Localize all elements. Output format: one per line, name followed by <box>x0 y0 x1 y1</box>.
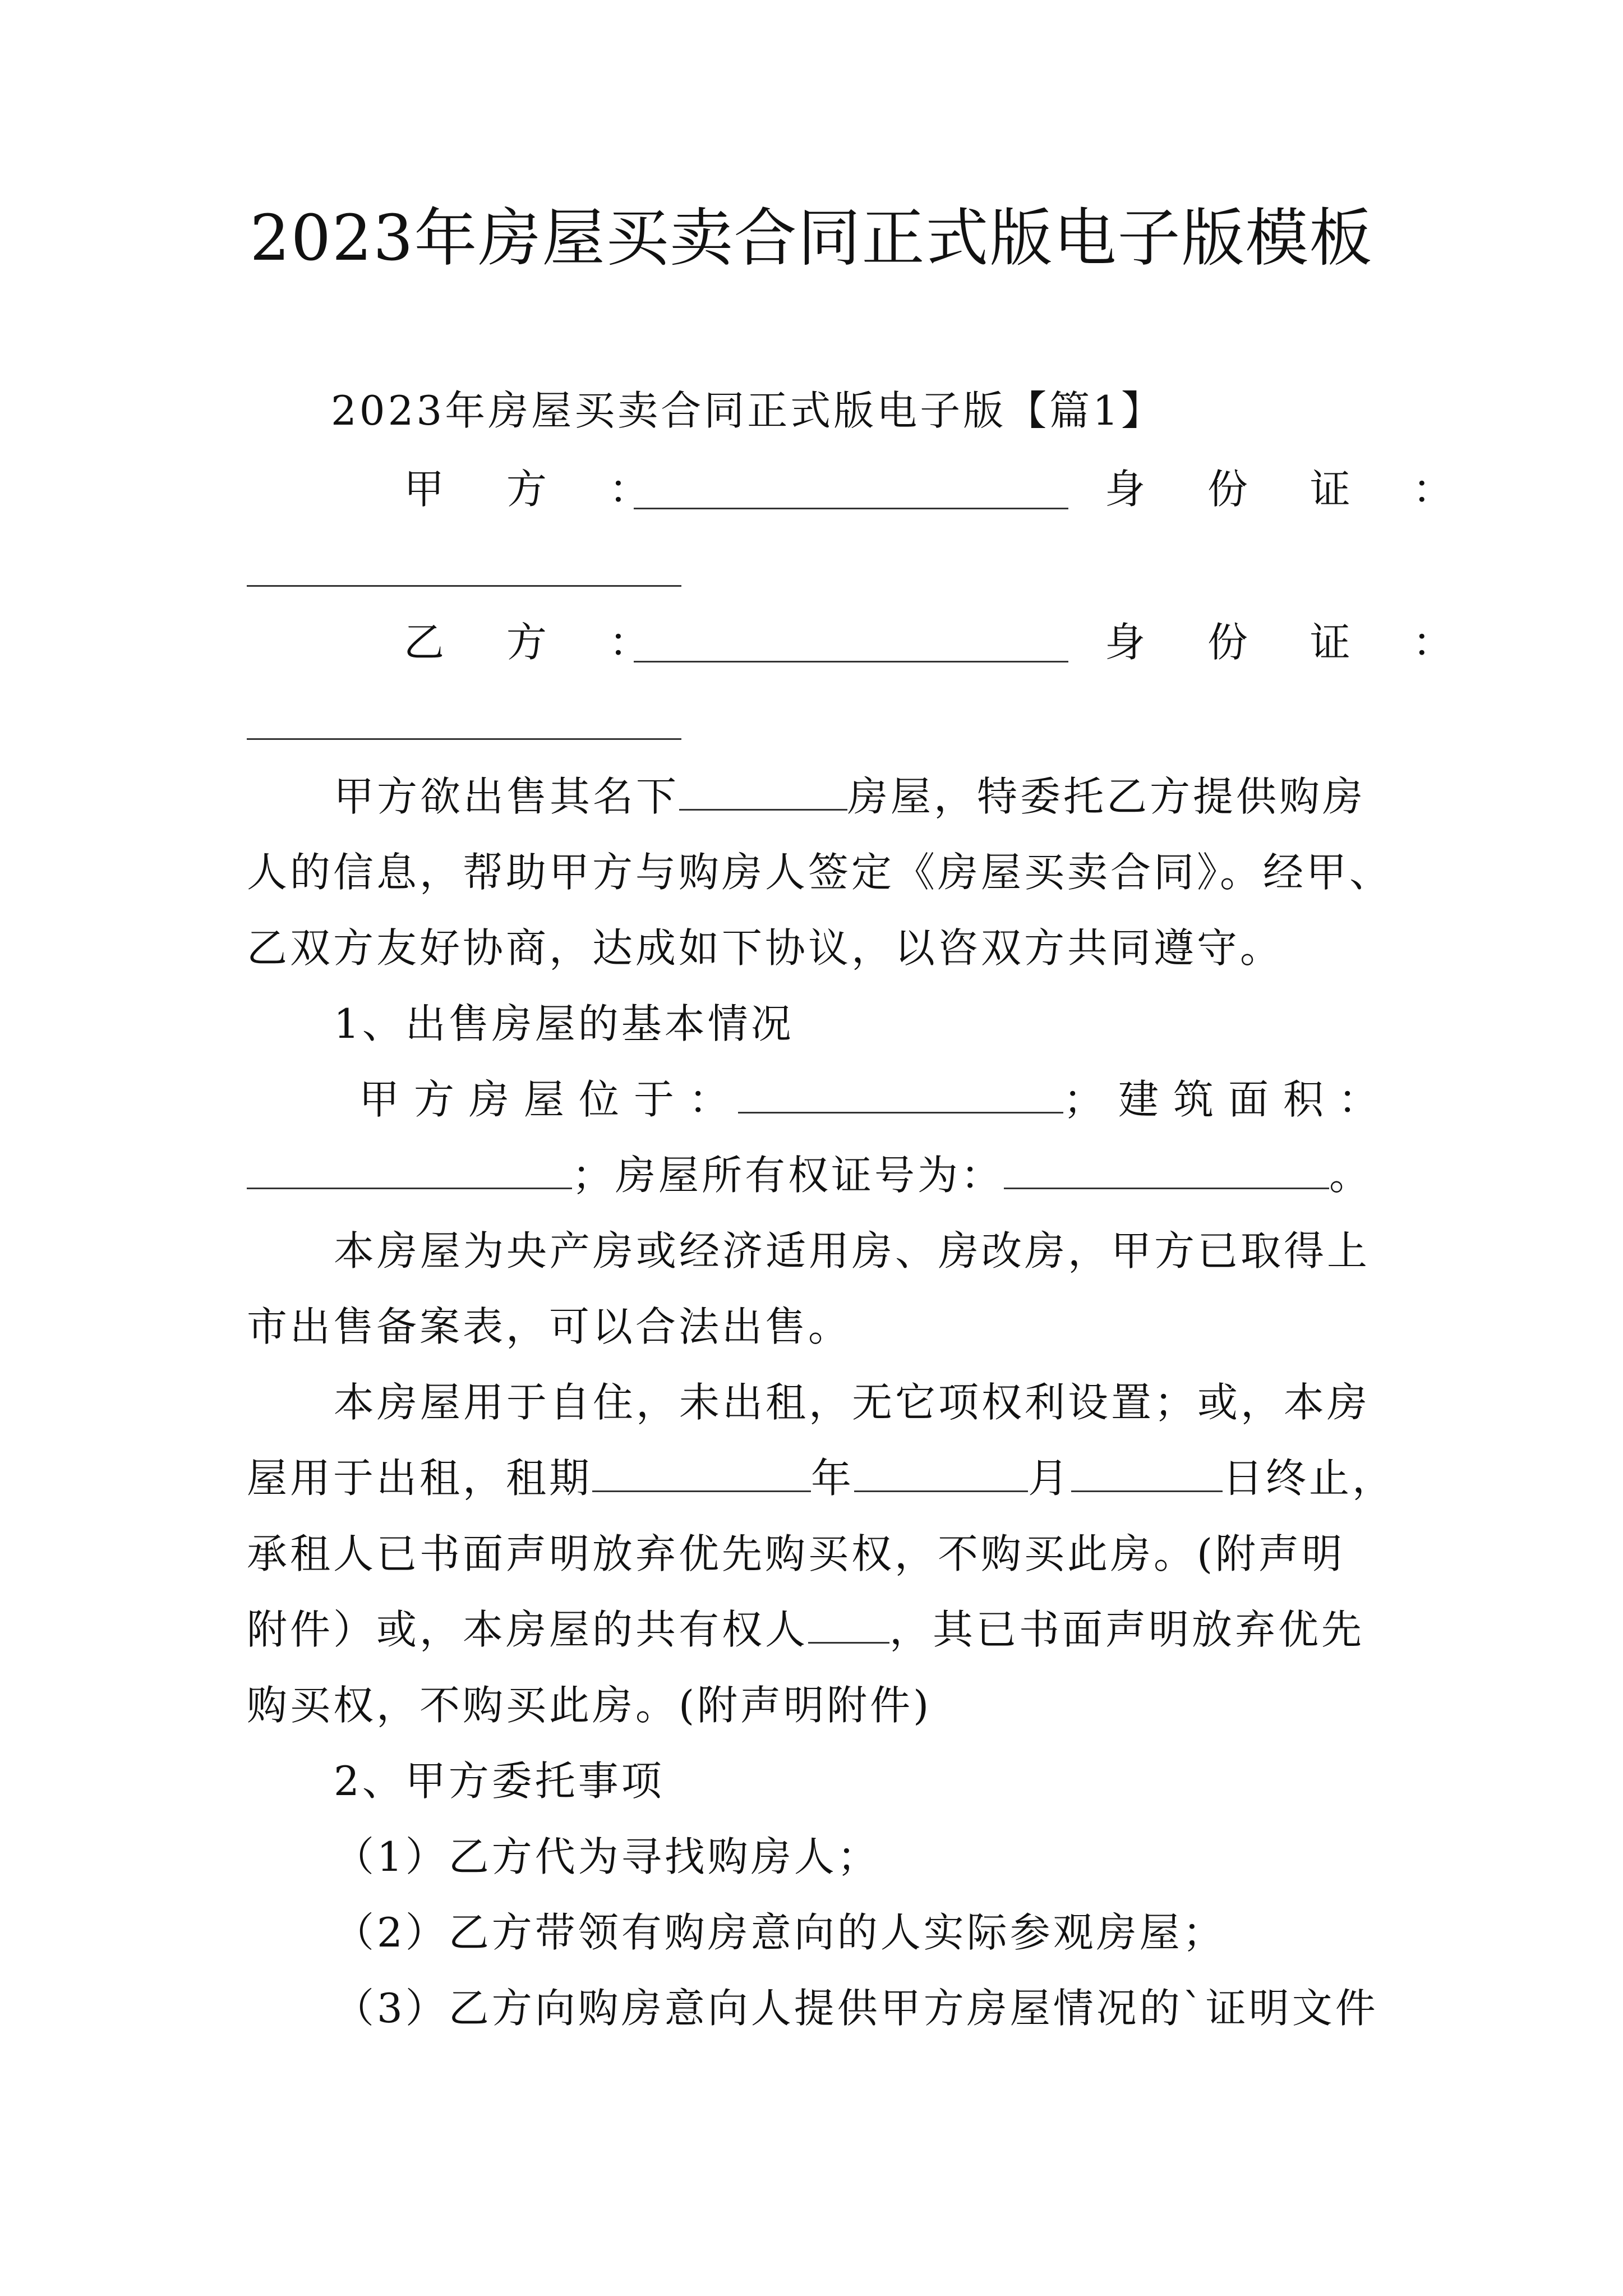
list-item: （2）乙方带领有购房意向的人实际参观房屋； <box>334 1909 1226 1956</box>
paragraph-3-line-4: 附件）或，本房屋的共有权人 ，其已书面声明放弃优先 <box>247 1602 1364 1658</box>
certificate-line: ；房屋所有权证号为： 。 <box>247 1147 1372 1203</box>
party-b-id-label: 身 份 证 ： <box>1105 619 1478 666</box>
section-2-heading: 2、甲方委托事项 <box>334 1757 665 1805</box>
paragraph-2-line-2: 市出售备案表，可以合法出售。 <box>247 1303 852 1350</box>
paragraph-2-line-1: 本房屋为央产房或经济适用房、房改房，甲方已取得上 <box>334 1227 1371 1274</box>
paragraph-3-line-5: 购买权，不购买此房。(附声明附件) <box>247 1682 932 1729</box>
location-line: 甲方房屋位于： ；建筑面积： <box>359 1071 1393 1128</box>
contract-subtitle: 2023年房屋买卖合同正式版电子版【篇1】 <box>331 387 1165 434</box>
lease-month-blank[interactable] <box>854 1451 1028 1492</box>
lease-day-blank[interactable] <box>1071 1451 1223 1492</box>
party-b-label: 乙 方 ： <box>404 619 674 666</box>
lease-year-blank[interactable] <box>592 1451 811 1492</box>
paragraph-3-line-1: 本房屋用于自住，未出租，无它项权利设置；或，本房 <box>334 1379 1371 1426</box>
paragraph-3-line-3: 承租人已书面声明放弃优先购买权，不购买此房。(附声明 <box>247 1530 1345 1577</box>
intro-line-3: 乙双方友好协商，达成如下协议，以咨双方共同遵守。 <box>247 924 1284 972</box>
party-a-id-blank[interactable] <box>247 585 681 587</box>
paragraph-3-line-2: 屋用于出租，租期 年 月 日终止， <box>247 1450 1395 1506</box>
co-owner-blank[interactable] <box>808 1603 889 1644</box>
party-a-id-label: 身 份 证 ： <box>1105 466 1478 513</box>
intro-line-1: 甲方欲出售其名下 房屋，特委托乙方提供购房 <box>334 769 1366 825</box>
document-title: 2023年房屋买卖合同正式版电子版模板 <box>250 202 1373 275</box>
intro-line-2: 人的信息，帮助甲方与购房人签定《房屋买卖合同》。经甲、 <box>247 849 1393 896</box>
certificate-number-blank[interactable] <box>1004 1148 1329 1189</box>
list-item: （1）乙方代为寻找购房人； <box>334 1833 880 1880</box>
party-a-label: 甲 方 ： <box>404 466 674 513</box>
party-b-id-blank[interactable] <box>247 738 681 740</box>
party-a-name-blank[interactable] <box>634 508 1068 509</box>
list-item: （3）乙方向购房意向人提供甲方房屋情况的`证明文件 <box>334 1985 1378 2032</box>
property-name-blank[interactable] <box>679 770 847 811</box>
area-blank[interactable] <box>247 1148 572 1189</box>
party-b-name-blank[interactable] <box>634 661 1068 662</box>
section-1-heading: 1、出售房屋的基本情况 <box>334 1000 794 1047</box>
location-blank[interactable] <box>738 1073 1063 1114</box>
